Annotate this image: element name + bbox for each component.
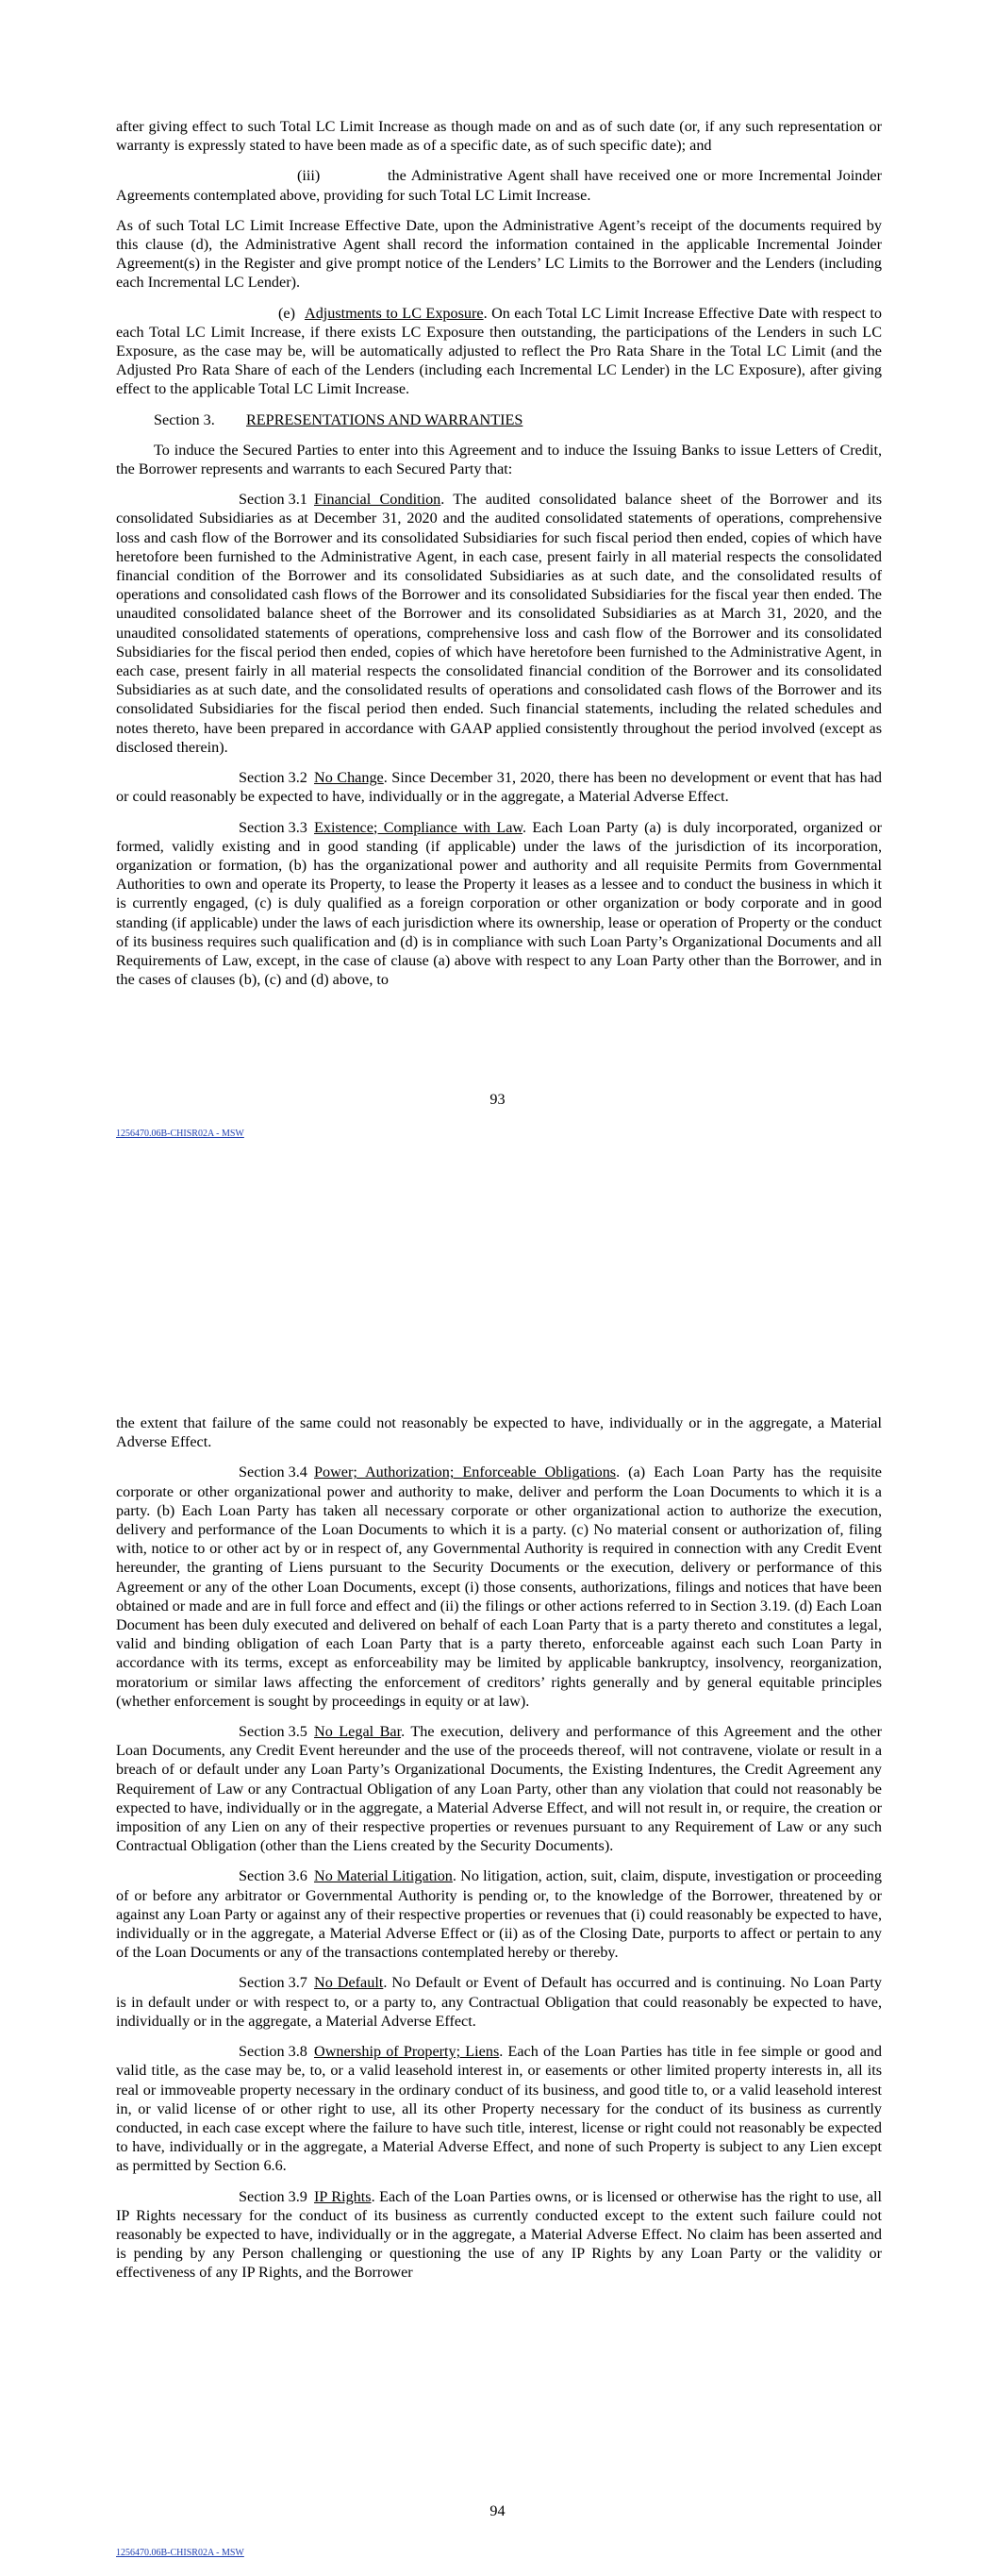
paragraph-intro: To induce the Secured Parties to enter into this Agreement and to induce the Issuing Banks to issue Letters of Credit, the Borrower represents and warrants to each Secured Party that: bbox=[116, 441, 882, 478]
section-text: . (a) Each Loan Party has the requisite corporate or other organizational power and authority to make, deliver and perform the Loan Documents to which it is a party. (b) Each Loan Party has taken all necessary corporate or other organizational action to authorize the execution, delivery and performance of the Loan Documents to which it is a party. (c) No material consent or authorization of, filing with, notice to or other act by or in respect of, any Governmental Authority is required in connection with any Credit Event hereunder, the granting of Liens pursuant to the Security Documents or the execution, delivery or performance of this Agreement or any of the other Loan Documents, except (i) those consents, authorizations, filings and notices that have been obtained or made and are in full force and effect and (ii) the filings or other actions referred to in Section 3.19. (d) Each Loan Document has been duly executed and delivered on behalf of each Loan Party that is a party thereto and constitutes a legal, valid and binding obligation of each Loan Party that is a party thereto, enforceable against each such Loan Party in accordance with its terms, except as enforceability may be limited by applicable bankruptcy, insolvency, reorganization, moratorium or similar laws affecting the enforcement of creditors’ rights generally and by general equitable principles (whether enforcement is sought by proceedings in equity or at law). bbox=[116, 1464, 882, 1710]
page-number: 94 bbox=[489, 2502, 506, 2519]
paragraph-effective-date: As of such Total LC Limit Increase Effective Date, upon the Administrative Agent’s receipt of the documents required by this clause (d), the Administrative Agent shall record the information contained in the applicable Incremental Joinder Agreement(s) in the Register and give prompt notice of the Lenders’ LC Limits to the Borrower and the Lenders (including each Incremental LC Lender). bbox=[116, 216, 882, 292]
section-3-6 bbox=[116, 1866, 882, 1962]
page-number: 93 bbox=[489, 1091, 506, 1108]
document-page-94 bbox=[0, 1293, 995, 2576]
section-title: REPRESENTATIONS AND WARRANTIES bbox=[246, 410, 523, 428]
section-title: No Material Litigation bbox=[314, 1867, 453, 1885]
section-title: IP Rights bbox=[314, 2187, 372, 2205]
section-number: Section 3.2 bbox=[239, 769, 307, 787]
section-number: Section 3.6 bbox=[239, 1867, 307, 1885]
page-body bbox=[116, 1413, 882, 2294]
clause-text: . On each Total LC Limit Increase Effective Date with respect to each Total LC Limit Increase, if there exists LC Exposure then outstanding, the participations of the Lenders in such LC Exposure, as the case may be, will be automatically adjusted to reflect the Pro Rata Share in the Total LC Limit (and the Adjusted Pro Rata Share of each of the Lenders (including each Incremental LC Lender) in the LC Exposure), after giving effect to the applicable Total LC Limit Increase. bbox=[116, 304, 882, 398]
section-text: . No litigation, action, suit, claim, dispute, investigation or proceeding of or before any arbitrator or Governmental Authority is pending or, to the knowledge of the Borrower, threatened by or against any Loan Party or against any of their respective properties or revenues that (i) could reasonably be expected to have, individually or in the aggregate, a Material Adverse Effect or (ii) as of the Closing Date, purports to affect or pertain to any of the Loan Documents or any of the transactions contemplated hereby or thereby. bbox=[116, 1867, 882, 1962]
section-title: No Change bbox=[314, 769, 384, 787]
section-text: . No Default or Event of Default has occurred and is continuing. No Loan Party is in default under or with respect to, or a party to, any Contractual Obligation that could reasonably be expected to have, individually or in the aggregate, a Material Adverse Effect. bbox=[116, 1974, 883, 2030]
section-3-2 bbox=[116, 768, 882, 806]
section-number: Section 3.8 bbox=[239, 2043, 307, 2061]
paragraph-continuation: after giving effect to such Total LC Limit Increase as though made on and as of such date (or, if any such representation or warranty is expressly stated to have been made as of a specific date, as of such specific date); and bbox=[116, 118, 882, 155]
paragraph-clause-iii bbox=[116, 166, 882, 204]
section-number: Section 3. bbox=[154, 410, 215, 428]
section-title: No Legal Bar bbox=[314, 1723, 402, 1741]
section-3-3 bbox=[116, 818, 882, 990]
section-3-4 bbox=[116, 1463, 882, 1711]
section-text: . The execution, delivery and performance of this Agreement and the other Loan Documents, any Credit Event hereunder and the use of the proceeds thereof, will not contravene, violate or result in a breach of or default under any Loan Party’s Organizational Documents, the Existing Indentures, the Credit Agreement any Requirement of Law or any Contractual Obligation of any Loan Party, other than any violation that could not reasonably be expected to have, individually or in the aggregate, a Material Adverse Effect, and will not result in, or require, the creation or imposition of any Lien on any of their respective properties or revenues pursuant to any Requirement of Law or any such Contractual Obligation (other than the Liens created by the Security Documents). bbox=[116, 1723, 882, 1855]
section-3-7 bbox=[116, 1973, 882, 2031]
section-text: . Each Loan Party (a) is duly incorporated, organized or formed, validly existing and in good standing (if applicable) under the laws of the jurisdiction of its incorporation, organization or formation, (b) has the organizational power and authority and all requisite Permits from Governmental Authorities to own and operate its Property, to lease the Property it leases as a lessee and to conduct the business in which it is currently engaged, (c) is duly qualified as a foreign corporation or other organization or body corporate and in good standing (if applicable) under the laws of each jurisdiction where its ownership, lease or operation of Property or the conduct of its business requires such qualification and (d) is in compliance with such Loan Party’s Organizational Documents and all Requirements of Law, except, in the case of clause (a) above with respect to any Loan Party other than the Borrower, and in the cases of clauses (b), (c) and (d) above, to bbox=[116, 818, 882, 989]
clause-number: (iii) bbox=[297, 167, 321, 185]
paragraph-clause-e bbox=[116, 304, 882, 399]
clause-title: Adjustments to LC Exposure bbox=[305, 304, 484, 322]
section-number: Section 3.1 bbox=[239, 491, 307, 509]
section-3-9 bbox=[116, 2187, 882, 2283]
section-heading bbox=[154, 410, 882, 429]
section-title: No Default bbox=[314, 1974, 384, 1992]
section-text: . The audited consolidated balance sheet of the Borrower and its consolidated Subsidiaries as at December 31, 2020 and the audited consolidated statements of operations, comprehensive loss and cash flow of the Borrower and its consolidated Subsidiaries for such fiscal period then ended, copies of which have heretofore been furnished to the Administrative Agent, in each case, present fairly in all material respects the consolidated financial condition of the Borrower and its consolidated Subsidiaries as at such date, and the consolidated results of operations and consolidated cash flows of the Borrower and its consolidated Subsidiaries for the fiscal year then ended. The unaudited consolidated balance sheet of the Borrower and its consolidated Subsidiaries as at March 31, 2020, and the unaudited consolidated statements of operations, comprehensive loss and cash flow of the Borrower and its consolidated Subsidiaries for the fiscal period then ended, copies of which have heretofore been furnished to the Administrative Agent, in each case, present fairly in all material respects the consolidated financial condition of the Borrower and its consolidated Subsidiaries as at such date, and the consolidated results of operations and consolidated cash flows of the Borrower and its consolidated Subsidiaries for the fiscal period then ended. Such financial statements, including the related schedules and notes thereto, have been prepared in accordance with GAAP applied consistently throughout the period involved (except as disclosed therein). bbox=[116, 491, 882, 756]
section-title: Power; Authorization; Enforceable Obligations bbox=[314, 1464, 617, 1481]
section-3-8 bbox=[116, 2042, 882, 2175]
section-3-5 bbox=[116, 1722, 882, 1855]
page-body bbox=[116, 117, 882, 1000]
section-number: Section 3.9 bbox=[239, 2187, 307, 2205]
section-text: . Each of the Loan Parties has title in fee simple or good and valid title, as the case may be, to, or a valid leasehold interest in, or easements or other limited property interests in, all its real or immoveable property necessary in the ordinary conduct of its business, and good title to, or a valid leasehold interest in, or valid license of or other right to use, all its other Property necessary for the conduct of its business as currently conducted, in each case except where the failure to have such title, interest, license or right could not reasonably be expected to have, individually or in the aggregate, a Material Adverse Effect, and none of such Property is subject to any Lien except as permitted by Section 6.6. bbox=[116, 2043, 882, 2175]
section-text: . Each of the Loan Parties owns, or is licensed or otherwise has the right to use, all IP Rights necessary for the conduct of its business as currently conducted except to the extent such failure could not reasonably be expected to have, individually or in the aggregate, a Material Adverse Effect. No claim has been asserted and is pending by any Person challenging or questioning the use of any IP Rights by any Loan Party or the validity or effectiveness of any IP Rights, and the Borrower bbox=[116, 2187, 882, 2282]
clause-text: the Administrative Agent shall have received one or more Incremental Joinder Agreements contemplated above, providing for such Total LC Limit Increase. bbox=[116, 167, 882, 204]
section-number: Section 3.3 bbox=[239, 818, 307, 836]
section-text: . Since December 31, 2020, there has been no development or event that has had or could reasonably be expected to have, individually or in the aggregate, a Material Adverse Effect. bbox=[116, 769, 883, 806]
clause-number: (e) bbox=[278, 304, 295, 322]
section-title: Existence; Compliance with Law bbox=[314, 818, 523, 836]
section-3-1 bbox=[116, 490, 882, 757]
document-footer-id: 1256470.06B-CHISR02A - MSW bbox=[116, 1129, 244, 1139]
section-title: Financial Condition bbox=[314, 491, 441, 509]
document-footer-id: 1256470.06B-CHISR02A - MSW bbox=[116, 2548, 244, 2558]
section-title: Ownership of Property; Liens bbox=[314, 2043, 500, 2061]
paragraph-continuation: the extent that failure of the same could not reasonably be expected to have, individually or in the aggregate, a Material Adverse Effect. bbox=[116, 1414, 882, 1451]
section-number: Section 3.4 bbox=[239, 1464, 307, 1481]
section-number: Section 3.7 bbox=[239, 1974, 307, 1992]
section-number: Section 3.5 bbox=[239, 1723, 307, 1741]
